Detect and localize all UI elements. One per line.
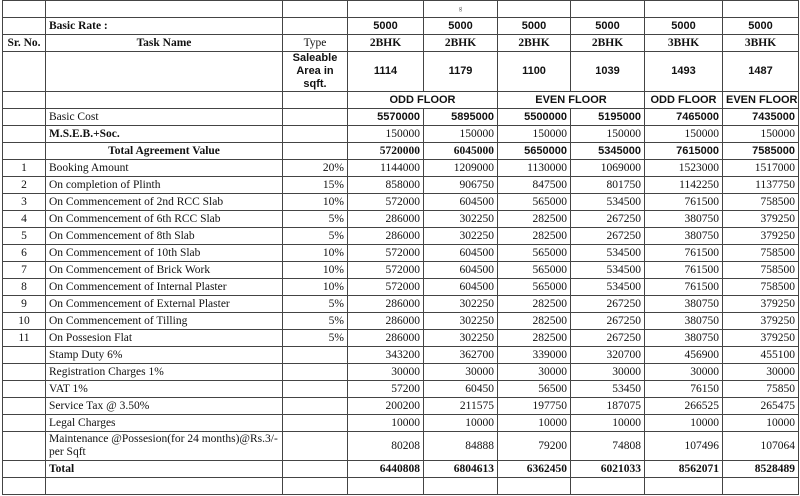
charge-amount: 60450	[424, 381, 498, 398]
type-cell: 2BHK	[571, 35, 645, 52]
stage-name: On Commencement of Internal Plaster	[46, 279, 283, 296]
stage-row	[3, 279, 799, 296]
charge-amount: 30000	[424, 364, 498, 381]
stage-row	[3, 177, 799, 194]
charge-amount: 200200	[348, 398, 424, 415]
stage-name: On Commencement of Brick Work	[46, 262, 283, 279]
stage-amount: 282500	[498, 296, 571, 313]
stage-row	[3, 313, 799, 330]
stage-percent: 10%	[283, 262, 348, 279]
total-agreement-cell: 5650000	[498, 143, 571, 160]
maintenance-amount: 80208	[348, 432, 424, 461]
stage-row	[3, 262, 799, 279]
charge-amount: 197750	[498, 398, 571, 415]
stage-amount: 379250	[723, 211, 799, 228]
charge-name: Legal Charges	[46, 415, 283, 432]
odd-floor-label: ODD FLOOR	[348, 92, 498, 109]
type-cell: 2BHK	[348, 35, 424, 52]
stage-row	[3, 330, 799, 347]
stage-amount: 761500	[645, 279, 723, 296]
stage-amount: 572000	[348, 279, 424, 296]
stage-percent: 10%	[283, 194, 348, 211]
basic-cost-cell: 5895000	[424, 109, 498, 126]
stage-amount: 282500	[498, 313, 571, 330]
stage-amount: 1144000	[348, 160, 424, 177]
charge-name: Service Tax @ 3.50%	[46, 398, 283, 415]
stage-amount: 302250	[424, 296, 498, 313]
mseb-cell: 150000	[723, 126, 799, 143]
sr-no-header: Sr. No.	[3, 35, 46, 52]
stage-name: On Commencement of 2nd RCC Slab	[46, 194, 283, 211]
grand-total-amount: 6021033	[571, 461, 645, 478]
rate-cell: 5000	[498, 18, 571, 35]
stage-amount: 286000	[348, 296, 424, 313]
charge-amount: 320700	[571, 347, 645, 364]
basic-cost-cell: 5500000	[498, 109, 571, 126]
grand-total-amount: 8528489	[723, 461, 799, 478]
mseb-label: M.S.E.B.+Soc.	[46, 126, 283, 143]
stage-name: On Commencement of 8th Slab	[46, 228, 283, 245]
basic-rate-label: Basic Rate :	[46, 18, 283, 35]
total-agreement-cell: 7615000	[645, 143, 723, 160]
stage-name: On completion of Plinth	[46, 177, 283, 194]
stage-percent: 15%	[283, 177, 348, 194]
stage-amount: 565000	[498, 262, 571, 279]
stage-amount: 286000	[348, 330, 424, 347]
area-cell: 1114	[348, 52, 424, 92]
charge-amount: 187075	[571, 398, 645, 415]
cut-text: g	[424, 1, 498, 18]
basic-rate-row	[3, 18, 799, 35]
stage-amount: 1523000	[645, 160, 723, 177]
cut-top-row	[3, 1, 799, 18]
stage-amount: 758500	[723, 245, 799, 262]
stage-amount: 380750	[645, 211, 723, 228]
grand-total-row	[3, 461, 799, 478]
stage-amount: 286000	[348, 228, 424, 245]
stage-name: On Possesion Flat	[46, 330, 283, 347]
stage-amount: 1130000	[498, 160, 571, 177]
stage-sr-no: 3	[3, 194, 46, 211]
charge-amount: 30000	[348, 364, 424, 381]
stage-row	[3, 194, 799, 211]
maintenance-amount: 79200	[498, 432, 571, 461]
stage-amount: 380750	[645, 296, 723, 313]
stage-amount: 302250	[424, 228, 498, 245]
area-cell: 1100	[498, 52, 571, 92]
area-cell: 1179	[424, 52, 498, 92]
stage-percent: 10%	[283, 245, 348, 262]
basic-cost-row	[3, 109, 799, 126]
stage-amount: 379250	[723, 313, 799, 330]
basic-cost-label: Basic Cost	[46, 109, 283, 126]
stage-amount: 572000	[348, 194, 424, 211]
stage-percent: 5%	[283, 211, 348, 228]
charge-amount: 30000	[723, 364, 799, 381]
stage-amount: 302250	[424, 211, 498, 228]
stage-name: On Commencement of External Plaster	[46, 296, 283, 313]
stage-percent: 5%	[283, 330, 348, 347]
charge-name: Registration Charges 1%	[46, 364, 283, 381]
stage-amount: 267250	[571, 330, 645, 347]
stage-amount: 534500	[571, 262, 645, 279]
stage-amount: 282500	[498, 330, 571, 347]
stage-amount: 847500	[498, 177, 571, 194]
basic-cost-cell: 5195000	[571, 109, 645, 126]
stage-amount: 761500	[645, 245, 723, 262]
stage-sr-no: 5	[3, 228, 46, 245]
even-floor-label: EVEN FLOOR	[498, 92, 645, 109]
mseb-cell: 150000	[571, 126, 645, 143]
grand-total-amount: 6362450	[498, 461, 571, 478]
rate-cell: 5000	[571, 18, 645, 35]
even-floor-label: EVEN FLOOR	[723, 92, 799, 109]
stage-amount: 380750	[645, 313, 723, 330]
charge-amount: 362700	[424, 347, 498, 364]
charge-row	[3, 364, 799, 381]
stage-percent: 5%	[283, 313, 348, 330]
stage-amount: 572000	[348, 262, 424, 279]
charge-amount: 56500	[498, 381, 571, 398]
stage-amount: 565000	[498, 245, 571, 262]
column-header-row	[3, 35, 799, 52]
maintenance-amount: 107064	[723, 432, 799, 461]
charge-name: Stamp Duty 6%	[46, 347, 283, 364]
cut-bottom-row	[3, 478, 799, 495]
stage-row	[3, 160, 799, 177]
charge-amount: 339000	[498, 347, 571, 364]
area-row	[3, 52, 799, 92]
stage-amount: 761500	[645, 262, 723, 279]
type-cell: 2BHK	[498, 35, 571, 52]
grand-total-amount: 8562071	[645, 461, 723, 478]
rate-cell: 5000	[645, 18, 723, 35]
area-cell: 1039	[571, 52, 645, 92]
stage-sr-no: 8	[3, 279, 46, 296]
type-cell: 2BHK	[424, 35, 498, 52]
charge-amount: 10000	[723, 415, 799, 432]
stage-name: On Commencement of 10th Slab	[46, 245, 283, 262]
basic-cost-cell: 7435000	[723, 109, 799, 126]
stage-amount: 572000	[348, 245, 424, 262]
task-name-header: Task Name	[46, 35, 283, 52]
stage-amount: 302250	[424, 313, 498, 330]
mseb-cell: 150000	[645, 126, 723, 143]
mseb-cell: 150000	[424, 126, 498, 143]
charge-amount: 343200	[348, 347, 424, 364]
stage-amount: 534500	[571, 194, 645, 211]
odd-floor-label: ODD FLOOR	[645, 92, 723, 109]
stage-percent: 5%	[283, 228, 348, 245]
basic-cost-cell: 7465000	[645, 109, 723, 126]
stage-amount: 302250	[424, 330, 498, 347]
stage-percent: 20%	[283, 160, 348, 177]
charge-amount: 266525	[645, 398, 723, 415]
charge-amount: 265475	[723, 398, 799, 415]
stage-sr-no: 2	[3, 177, 46, 194]
stage-amount: 379250	[723, 330, 799, 347]
rate-cell: 5000	[424, 18, 498, 35]
stage-amount: 565000	[498, 279, 571, 296]
payment-schedule-table	[2, 0, 799, 495]
charge-amount: 455100	[723, 347, 799, 364]
stage-sr-no: 7	[3, 262, 46, 279]
stage-amount: 801750	[571, 177, 645, 194]
stage-sr-no: 1	[3, 160, 46, 177]
stage-amount: 604500	[424, 245, 498, 262]
stage-amount: 379250	[723, 296, 799, 313]
grand-total-amount: 6440808	[348, 461, 424, 478]
stage-percent: 5%	[283, 296, 348, 313]
stage-amount: 286000	[348, 313, 424, 330]
stage-sr-no: 11	[3, 330, 46, 347]
charge-amount: 53450	[571, 381, 645, 398]
grand-total-label: Total	[46, 461, 283, 478]
stage-amount: 758500	[723, 262, 799, 279]
stage-amount: 1069000	[571, 160, 645, 177]
stage-amount: 761500	[645, 194, 723, 211]
maintenance-row	[3, 432, 799, 461]
stage-amount: 534500	[571, 279, 645, 296]
charge-amount: 10000	[571, 415, 645, 432]
basic-cost-cell: 5570000	[348, 109, 424, 126]
total-agreement-row	[3, 143, 799, 160]
mseb-row	[3, 126, 799, 143]
type-cell: 3BHK	[723, 35, 799, 52]
grand-total-amount: 6804613	[424, 461, 498, 478]
stage-amount: 380750	[645, 228, 723, 245]
stage-sr-no: 6	[3, 245, 46, 262]
stage-amount: 758500	[723, 279, 799, 296]
floor-row	[3, 92, 799, 109]
maintenance-amount: 74808	[571, 432, 645, 461]
charge-amount: 30000	[498, 364, 571, 381]
stage-row	[3, 228, 799, 245]
type-header: Type	[283, 35, 348, 52]
stage-amount: 604500	[424, 279, 498, 296]
charge-amount: 30000	[645, 364, 723, 381]
charge-row	[3, 398, 799, 415]
mseb-cell: 150000	[348, 126, 424, 143]
charge-row	[3, 415, 799, 432]
charge-amount: 10000	[348, 415, 424, 432]
maintenance-amount: 107496	[645, 432, 723, 461]
stage-amount: 267250	[571, 228, 645, 245]
rate-cell: 5000	[348, 18, 424, 35]
stage-name: Booking Amount	[46, 160, 283, 177]
stage-amount: 1137750	[723, 177, 799, 194]
stage-amount: 282500	[498, 228, 571, 245]
stage-amount: 379250	[723, 228, 799, 245]
charge-amount: 10000	[424, 415, 498, 432]
charge-amount: 10000	[498, 415, 571, 432]
stage-sr-no: 4	[3, 211, 46, 228]
stage-amount: 1142250	[645, 177, 723, 194]
stage-amount: 565000	[498, 194, 571, 211]
stage-amount: 534500	[571, 245, 645, 262]
stage-row	[3, 211, 799, 228]
charge-amount: 76150	[645, 381, 723, 398]
stage-amount: 604500	[424, 194, 498, 211]
stage-sr-no: 9	[3, 296, 46, 313]
stage-percent: 10%	[283, 279, 348, 296]
charge-row	[3, 381, 799, 398]
charge-amount: 456900	[645, 347, 723, 364]
charge-amount: 75850	[723, 381, 799, 398]
maintenance-amount: 84888	[424, 432, 498, 461]
stage-amount: 906750	[424, 177, 498, 194]
rate-cell: 5000	[723, 18, 799, 35]
stage-amount: 1517000	[723, 160, 799, 177]
charge-amount: 30000	[571, 364, 645, 381]
stage-amount: 1209000	[424, 160, 498, 177]
stage-amount: 380750	[645, 330, 723, 347]
stage-amount: 286000	[348, 211, 424, 228]
area-cell: 1493	[645, 52, 723, 92]
charge-name: VAT 1%	[46, 381, 283, 398]
stage-amount: 267250	[571, 296, 645, 313]
saleable-area-label: Saleable Area in sqft.	[283, 52, 348, 92]
charge-amount: 211575	[424, 398, 498, 415]
stage-amount: 267250	[571, 211, 645, 228]
total-agreement-cell: 7585000	[723, 143, 799, 160]
stage-row	[3, 245, 799, 262]
stage-amount: 267250	[571, 313, 645, 330]
stage-name: On Commencement of Tilling	[46, 313, 283, 330]
maintenance-name: Maintenance @Possesion(for 24 months)@Rs.3/- per Sqft	[46, 432, 283, 461]
type-cell: 3BHK	[645, 35, 723, 52]
mseb-cell: 150000	[498, 126, 571, 143]
total-agreement-label: Total Agreement Value	[46, 143, 283, 160]
total-agreement-cell: 5345000	[571, 143, 645, 160]
stage-sr-no: 10	[3, 313, 46, 330]
stage-name: On Commencement of 6th RCC Slab	[46, 211, 283, 228]
area-cell: 1487	[723, 52, 799, 92]
stage-amount: 604500	[424, 262, 498, 279]
stage-amount: 858000	[348, 177, 424, 194]
total-agreement-cell: 5720000	[348, 143, 424, 160]
charge-row	[3, 347, 799, 364]
charge-amount: 10000	[645, 415, 723, 432]
stage-amount: 282500	[498, 211, 571, 228]
total-agreement-cell: 6045000	[424, 143, 498, 160]
charge-amount: 57200	[348, 381, 424, 398]
stage-row	[3, 296, 799, 313]
stage-amount: 758500	[723, 194, 799, 211]
